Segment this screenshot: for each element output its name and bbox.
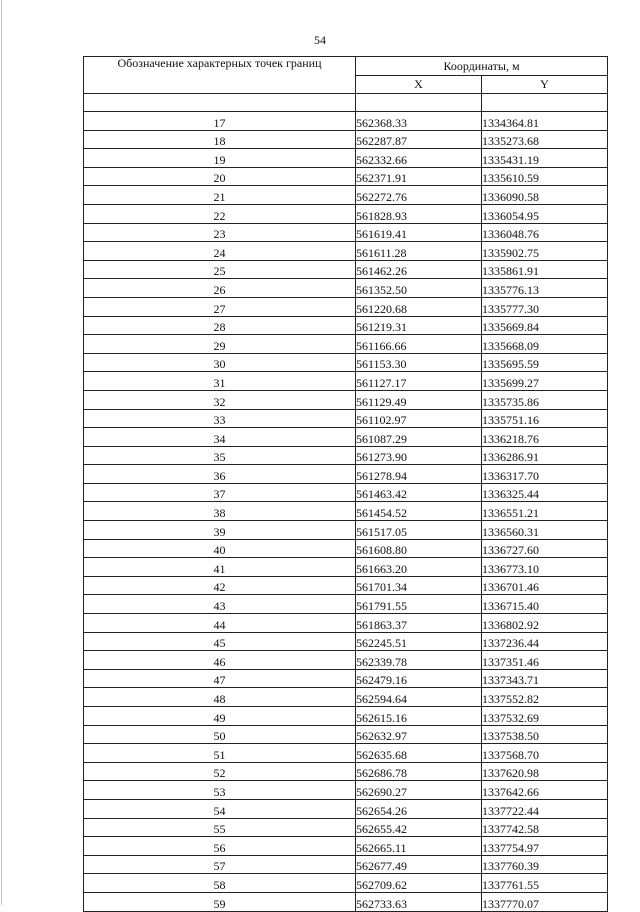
point-cell: 57 [84,855,356,874]
table-row [84,651,608,670]
point-cell: 36 [84,465,356,484]
y-cell: 1337760.39 [482,855,608,874]
table-row [84,372,608,391]
x-cell: 562245.51 [356,632,482,651]
x-cell: 561663.20 [356,558,482,577]
point-cell: 51 [84,744,356,763]
table-row [84,799,608,818]
x-cell: 561828.93 [356,204,482,223]
point-cell: 31 [84,372,356,391]
table-row [84,669,608,688]
x-cell: 561863.37 [356,614,482,633]
y-cell: 1334364.81 [482,112,608,131]
page-number: 54 [314,33,326,47]
y-cell: 1337761.55 [482,874,608,893]
x-cell: 561608.80 [356,539,482,558]
blank-cell [356,94,482,112]
y-cell: 1335610.59 [482,167,608,186]
table-row [84,576,608,595]
header-coordinates: Координаты, м [356,57,608,76]
x-cell: 561462.26 [356,260,482,279]
point-cell: 43 [84,595,356,614]
table-row [84,837,608,856]
point-cell: 40 [84,539,356,558]
table-row [84,892,608,911]
table-row [84,316,608,335]
table-row [84,260,608,279]
table-row [84,762,608,781]
point-cell: 22 [84,204,356,223]
point-cell: 17 [84,112,356,131]
x-cell: 562677.49 [356,855,482,874]
x-cell: 561701.34 [356,576,482,595]
point-cell: 46 [84,651,356,670]
table-row [84,112,608,131]
table-row [84,297,608,316]
y-cell: 1337351.46 [482,651,608,670]
y-cell: 1336048.76 [482,223,608,242]
x-cell: 561127.17 [356,372,482,391]
point-cell: 18 [84,130,356,149]
point-cell: 20 [84,167,356,186]
table-row [84,744,608,763]
point-cell: 34 [84,428,356,447]
table-row [84,855,608,874]
x-cell: 561278.94 [356,465,482,484]
x-cell: 562332.66 [356,149,482,168]
point-cell: 39 [84,521,356,540]
point-cell: 55 [84,818,356,837]
blank-cell [482,94,608,112]
table-row [84,483,608,502]
point-cell: 48 [84,688,356,707]
y-cell: 1337552.82 [482,688,608,707]
y-cell: 1337742.58 [482,818,608,837]
x-cell: 562632.97 [356,725,482,744]
x-cell: 561166.66 [356,335,482,354]
table-row [84,614,608,633]
x-cell: 561087.29 [356,428,482,447]
point-cell: 33 [84,409,356,428]
x-cell: 562690.27 [356,781,482,800]
point-cell: 38 [84,502,356,521]
y-cell: 1336551.21 [482,502,608,521]
table-row [84,279,608,298]
x-cell: 561219.31 [356,316,482,335]
y-cell: 1337642.66 [482,781,608,800]
point-cell: 50 [84,725,356,744]
y-cell: 1337532.69 [482,707,608,726]
y-cell: 1337236.44 [482,632,608,651]
y-cell: 1335751.16 [482,409,608,428]
table-row [84,335,608,354]
y-cell: 1336286.91 [482,446,608,465]
x-cell: 562686.78 [356,762,482,781]
point-cell: 42 [84,576,356,595]
table-row [84,539,608,558]
coordinates-table [83,56,608,912]
y-cell: 1337722.44 [482,799,608,818]
y-cell: 1336727.60 [482,539,608,558]
x-cell: 561220.68 [356,297,482,316]
table-row [84,502,608,521]
y-cell: 1335735.86 [482,390,608,409]
y-cell: 1336325.44 [482,483,608,502]
x-cell: 561153.30 [356,353,482,372]
y-cell: 1336802.92 [482,614,608,633]
blank-cell [84,94,356,112]
table-row [84,186,608,205]
point-cell: 47 [84,669,356,688]
table-row [84,688,608,707]
point-cell: 30 [84,353,356,372]
x-cell: 561454.52 [356,502,482,521]
x-cell: 562594.64 [356,688,482,707]
point-cell: 27 [84,297,356,316]
point-cell: 58 [84,874,356,893]
table-row [84,428,608,447]
x-cell: 562371.91 [356,167,482,186]
point-cell: 44 [84,614,356,633]
scan-edge-line [1,0,2,905]
point-cell: 19 [84,149,356,168]
point-cell: 26 [84,279,356,298]
x-cell: 562635.68 [356,744,482,763]
table-row [84,725,608,744]
x-cell: 561273.90 [356,446,482,465]
point-cell: 59 [84,892,356,911]
x-cell: 562287.87 [356,130,482,149]
table-row [84,874,608,893]
point-cell: 23 [84,223,356,242]
table-row [84,521,608,540]
header-y: Y [482,75,608,94]
y-cell: 1335776.13 [482,279,608,298]
y-cell: 1335902.75 [482,242,608,261]
x-cell: 561463.42 [356,483,482,502]
point-cell: 24 [84,242,356,261]
table-row [84,223,608,242]
y-cell: 1337620.98 [482,762,608,781]
y-cell: 1335699.27 [482,372,608,391]
x-cell: 561102.97 [356,409,482,428]
y-cell: 1337538.50 [482,725,608,744]
point-cell: 53 [84,781,356,800]
y-cell: 1337770.07 [482,892,608,911]
x-cell: 562665.11 [356,837,482,856]
y-cell: 1336317.70 [482,465,608,484]
table-header [84,57,608,94]
y-cell: 1335695.59 [482,353,608,372]
point-cell: 29 [84,335,356,354]
x-cell: 561129.49 [356,390,482,409]
table-row [84,707,608,726]
x-cell: 562368.33 [356,112,482,131]
point-cell: 45 [84,632,356,651]
blank-row [84,94,608,112]
y-cell: 1336560.31 [482,521,608,540]
x-cell: 562615.16 [356,707,482,726]
x-cell: 562655.42 [356,818,482,837]
table-row [84,204,608,223]
table-row [84,242,608,261]
point-cell: 35 [84,446,356,465]
y-cell: 1336701.46 [482,576,608,595]
header-designation: Обозначение характерных точек границ [84,57,356,94]
table-body [84,94,608,912]
y-cell: 1335668.09 [482,335,608,354]
table-row [84,465,608,484]
x-cell: 562272.76 [356,186,482,205]
point-cell: 54 [84,799,356,818]
table-row [84,409,608,428]
table-row [84,167,608,186]
table-row [84,781,608,800]
point-cell: 41 [84,558,356,577]
point-cell: 49 [84,707,356,726]
table-row [84,149,608,168]
y-cell: 1335431.19 [482,149,608,168]
point-cell: 37 [84,483,356,502]
x-cell: 562654.26 [356,799,482,818]
y-cell: 1336054.95 [482,204,608,223]
point-cell: 21 [84,186,356,205]
x-cell: 561517.05 [356,521,482,540]
y-cell: 1335777.30 [482,297,608,316]
point-cell: 25 [84,260,356,279]
table-row [84,130,608,149]
y-cell: 1336090.58 [482,186,608,205]
y-cell: 1337568.70 [482,744,608,763]
table-row [84,818,608,837]
header-x: X [356,75,482,94]
point-cell: 56 [84,837,356,856]
x-cell: 561619.41 [356,223,482,242]
table-row [84,595,608,614]
y-cell: 1336218.76 [482,428,608,447]
x-cell: 561611.28 [356,242,482,261]
y-cell: 1337754.97 [482,837,608,856]
point-cell: 52 [84,762,356,781]
point-cell: 32 [84,390,356,409]
y-cell: 1337343.71 [482,669,608,688]
point-cell: 28 [84,316,356,335]
table-row [84,390,608,409]
y-cell: 1336773.10 [482,558,608,577]
x-cell: 562733.63 [356,892,482,911]
table-row [84,558,608,577]
table-row [84,353,608,372]
y-cell: 1335861.91 [482,260,608,279]
x-cell: 562339.78 [356,651,482,670]
y-cell: 1336715.40 [482,595,608,614]
x-cell: 562709.62 [356,874,482,893]
x-cell: 561791.55 [356,595,482,614]
table-row [84,632,608,651]
y-cell: 1335273.68 [482,130,608,149]
x-cell: 561352.50 [356,279,482,298]
table-row [84,446,608,465]
y-cell: 1335669.84 [482,316,608,335]
x-cell: 562479.16 [356,669,482,688]
